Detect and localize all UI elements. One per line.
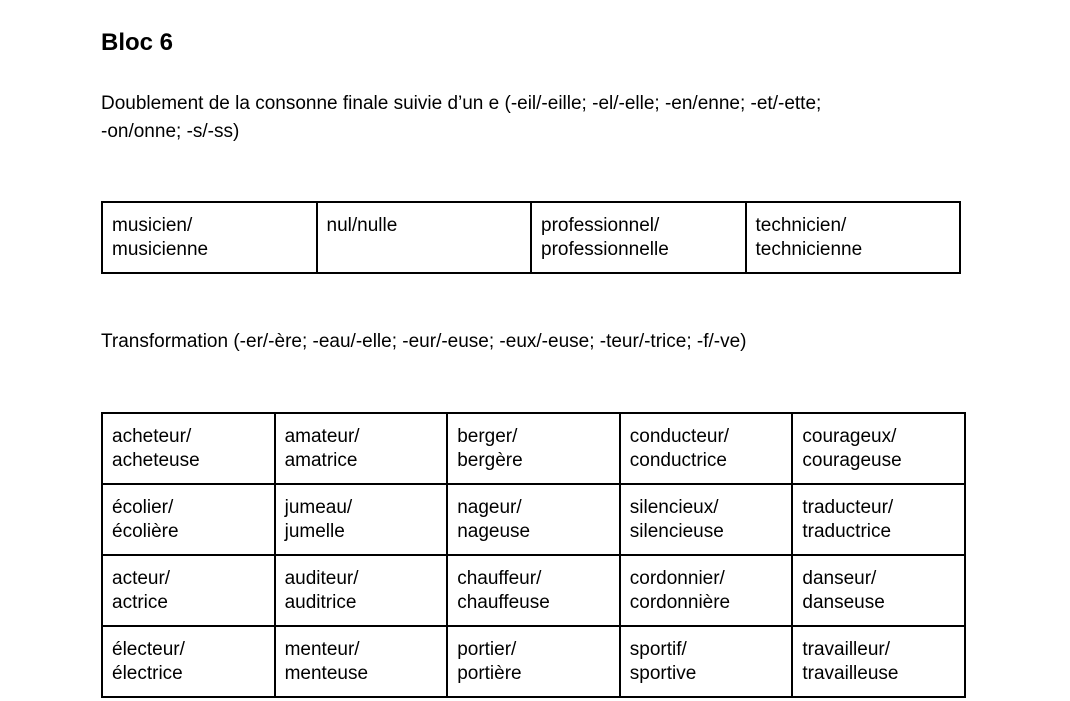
masculine-form: danseur/ (802, 568, 877, 589)
table-cell (792, 413, 965, 484)
masculine-form: technicien/ (755, 215, 847, 236)
feminine-form: cordonnière (629, 592, 731, 613)
masculine-form: courageux/ (802, 426, 897, 447)
table-cell (620, 626, 793, 697)
feminine-form: acheteuse (112, 450, 200, 471)
masculine-form: berger/ (457, 426, 518, 447)
table-row (102, 413, 965, 484)
feminine-form: menteuse (284, 663, 369, 684)
feminine-form: nageuse (457, 521, 531, 542)
feminine-form: technicienne (755, 239, 863, 260)
feminine-form: conductrice (629, 450, 727, 471)
masculine-form: jumeau/ (284, 497, 353, 518)
table-cell (620, 484, 793, 555)
feminine-form: silencieuse (629, 521, 724, 542)
masculine-form: nageur/ (457, 497, 522, 518)
table-cell (792, 484, 965, 555)
masculine-form: travailleur/ (802, 639, 891, 660)
masculine-form: conducteur/ (629, 426, 730, 447)
table-row (102, 484, 965, 555)
masculine-form: professionnel/ (541, 215, 660, 236)
masculine-form: électeur/ (112, 639, 185, 660)
transformation-words-table (101, 412, 966, 698)
table-cell (447, 484, 620, 555)
masculine-form: auditeur/ (284, 568, 359, 589)
table-cell (275, 484, 448, 555)
feminine-form: chauffeuse (457, 592, 550, 613)
feminine-form: sportive (629, 663, 697, 684)
table-cell (102, 555, 275, 626)
section1-heading-line1: Doublement de la consonne finale suivie d’un e (-eil/-eille; -el/-elle; -en/enne; -et/-ette; (101, 93, 822, 114)
feminine-form: musicienne (112, 239, 209, 260)
table-cell (317, 202, 532, 273)
masculine-form: acheteur/ (112, 426, 192, 447)
table-cell (447, 626, 620, 697)
masculine-form: sportif/ (629, 639, 687, 660)
table-cell (620, 555, 793, 626)
masculine-form: acteur/ (112, 568, 171, 589)
feminine-form: amatrice (284, 450, 358, 471)
masculine-form: musicien/ (112, 215, 193, 236)
feminine-form: courageuse (802, 450, 902, 471)
masculine-form: écolier/ (112, 497, 174, 518)
page-title: Bloc 6 (101, 29, 174, 56)
feminine-form: actrice (112, 592, 168, 613)
table-row (102, 555, 965, 626)
section1-heading-line2: -on/onne; -s/-ss) (101, 121, 240, 142)
feminine-form: portière (457, 663, 522, 684)
masculine-form: nul/nulle (326, 215, 398, 236)
table-cell (275, 555, 448, 626)
table-cell (102, 484, 275, 555)
table-cell (275, 626, 448, 697)
feminine-form: traductrice (802, 521, 892, 542)
feminine-form: écolière (112, 521, 179, 542)
section1-heading (101, 90, 961, 146)
feminine-form: bergère (457, 450, 523, 471)
feminine-form: auditrice (284, 592, 357, 613)
table-cell (447, 555, 620, 626)
table-cell (102, 202, 317, 273)
masculine-form: portier/ (457, 639, 517, 660)
table-cell (275, 413, 448, 484)
table-cell (792, 626, 965, 697)
table-cell (447, 413, 620, 484)
table-cell (792, 555, 965, 626)
feminine-form: jumelle (284, 521, 345, 542)
table-cell (102, 626, 275, 697)
table-row (102, 626, 965, 697)
masculine-form: traducteur/ (802, 497, 894, 518)
masculine-form: silencieux/ (629, 497, 719, 518)
feminine-form: travailleuse (802, 663, 899, 684)
masculine-form: menteur/ (284, 639, 360, 660)
masculine-form: amateur/ (284, 426, 360, 447)
masculine-form: cordonnier/ (629, 568, 725, 589)
table-cell (746, 202, 961, 273)
feminine-form: professionnelle (541, 239, 669, 260)
masculine-form: chauffeur/ (457, 568, 542, 589)
feminine-form: danseuse (802, 592, 885, 613)
feminine-form: électrice (112, 663, 183, 684)
table-row (102, 202, 960, 273)
table-cell (531, 202, 746, 273)
doubling-words-table (101, 201, 961, 274)
table-cell (620, 413, 793, 484)
table-cell (102, 413, 275, 484)
section2-heading: Transformation (-er/-ère; -eau/-elle; -eur/-euse; -eux/-euse; -teur/-trice; -f/-ve) (101, 331, 747, 352)
